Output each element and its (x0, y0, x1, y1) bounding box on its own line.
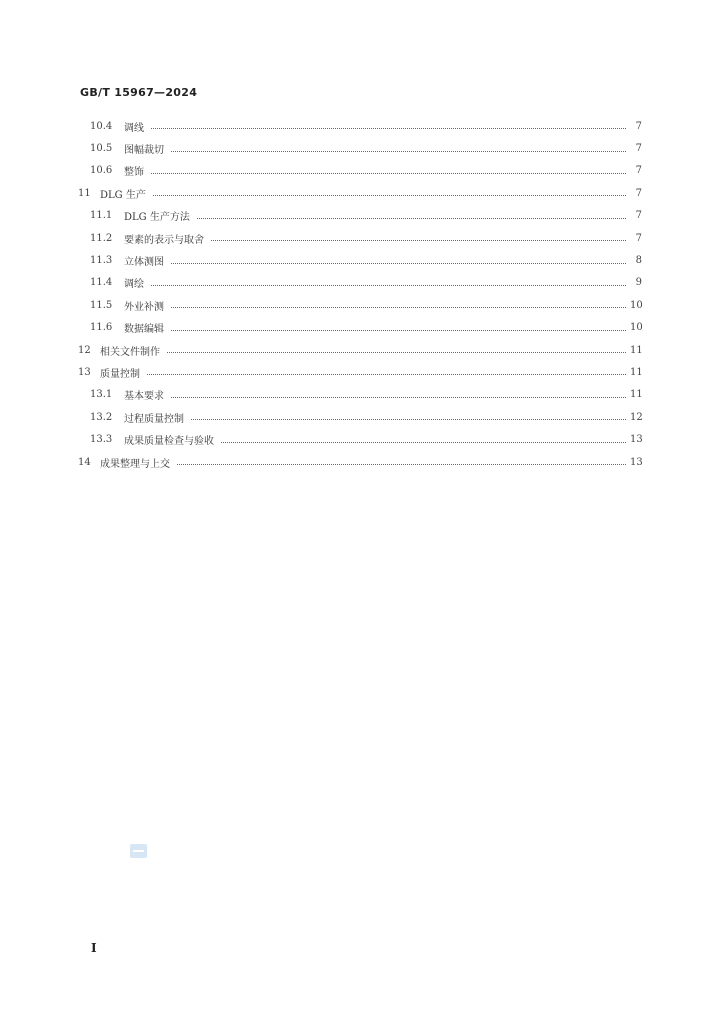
toc-entry-page: 12 (630, 411, 643, 423)
standard-code: GB/T 15967—2024 (80, 86, 198, 99)
toc-dot-leader (211, 239, 626, 241)
toc-entry-page: 9 (635, 277, 642, 289)
toc-entry-number: 13.3 (90, 434, 113, 446)
toc-entry-number: 11 (78, 187, 91, 199)
toc-entry-title: 立体测图 (124, 257, 164, 269)
toc-entry-number: 11.3 (90, 255, 113, 267)
toc-entry[interactable] (78, 272, 642, 294)
toc-entry-title: 成果质量检查与验收 (124, 436, 214, 448)
page-number: I (91, 941, 97, 955)
toc-dot-leader (171, 396, 626, 398)
toc-entry-title: 相关文件制作 (100, 346, 160, 358)
toc-entry-title: 过程质量控制 (124, 413, 184, 425)
toc-entry-page: 7 (635, 232, 642, 244)
toc-entry[interactable] (78, 115, 642, 137)
toc-entry-title: DLG 生产方法 (124, 212, 190, 224)
toc-dot-leader (197, 217, 626, 219)
toc-entry-number: 11.4 (90, 277, 113, 289)
toc-entry-title: 整饰 (124, 167, 144, 179)
toc-entry-title: 基本要求 (124, 391, 164, 403)
toc-entry[interactable] (78, 361, 642, 383)
toc-entry[interactable] (78, 294, 642, 316)
toc-dot-leader (151, 127, 626, 129)
toc-entry-number: 13.1 (90, 389, 113, 401)
toc-entry-number: 11.2 (90, 232, 113, 244)
table-of-contents (78, 115, 642, 473)
toc-entry-page: 10 (630, 322, 643, 334)
toc-entry[interactable] (78, 160, 642, 182)
toc-entry-title: 质量控制 (100, 368, 140, 380)
toc-dot-leader (221, 441, 626, 443)
toc-dot-leader (151, 172, 626, 174)
toc-entry-title: 外业补测 (124, 301, 164, 313)
toc-dot-leader (177, 463, 626, 465)
toc-dot-leader (171, 150, 626, 152)
toc-entry[interactable] (78, 205, 642, 227)
toc-dot-leader (167, 351, 626, 353)
toc-entry-number: 11.1 (90, 210, 113, 222)
toc-entry[interactable] (78, 339, 642, 361)
toc-dot-leader (153, 194, 626, 196)
toc-entry[interactable] (78, 451, 642, 473)
toc-entry-page: 11 (630, 344, 643, 356)
toc-entry-title: 图幅裁切 (124, 145, 164, 157)
toc-entry-title: 要素的表示与取舍 (124, 234, 204, 246)
toc-entry-page: 13 (630, 456, 643, 468)
toc-entry-page: 11 (630, 366, 643, 378)
toc-entry[interactable] (78, 317, 642, 339)
toc-entry[interactable] (78, 182, 642, 204)
toc-entry[interactable] (78, 137, 642, 159)
toc-dot-leader (147, 373, 626, 375)
toc-entry-page: 8 (635, 255, 642, 267)
toc-dot-leader (171, 306, 626, 308)
toc-entry-number: 10.6 (90, 165, 113, 177)
toc-entry-page: 7 (635, 187, 642, 199)
toc-entry-number: 13.2 (90, 411, 113, 423)
toc-entry-title: 调线 (124, 122, 144, 134)
toc-entry-title: 调绘 (124, 279, 144, 291)
toc-entry-page: 7 (635, 165, 642, 177)
toc-entry[interactable] (78, 249, 642, 271)
toc-entry[interactable] (78, 227, 642, 249)
toc-entry-page: 7 (635, 120, 642, 132)
toc-entry-title: DLG 生产 (100, 189, 146, 201)
toc-entry-title: 成果整理与上交 (100, 458, 170, 470)
toc-entry-number: 14 (78, 456, 91, 468)
toc-entry[interactable] (78, 428, 642, 450)
toc-entry[interactable] (78, 384, 642, 406)
toc-entry-page: 10 (630, 299, 643, 311)
toc-entry-number: 11.5 (90, 299, 113, 311)
toc-dot-leader (191, 418, 626, 420)
toc-entry-number: 10.5 (90, 143, 113, 155)
toc-entry-number: 12 (78, 344, 91, 356)
toc-entry-number: 11.6 (90, 322, 113, 334)
toc-entry-title: 数据编辑 (124, 324, 164, 336)
toc-entry-page: 7 (635, 210, 642, 222)
toc-dot-leader (171, 329, 626, 331)
toc-dot-leader (151, 284, 626, 286)
toc-entry-number: 13 (78, 366, 91, 378)
toc-entry-page: 13 (630, 434, 643, 446)
toc-entry-page: 11 (630, 389, 643, 401)
toc-entry-number: 10.4 (90, 120, 113, 132)
toc-entry-page: 7 (635, 143, 642, 155)
toc-dot-leader (171, 262, 626, 264)
scan-artifact-mark (130, 844, 147, 858)
toc-entry[interactable] (78, 406, 642, 428)
